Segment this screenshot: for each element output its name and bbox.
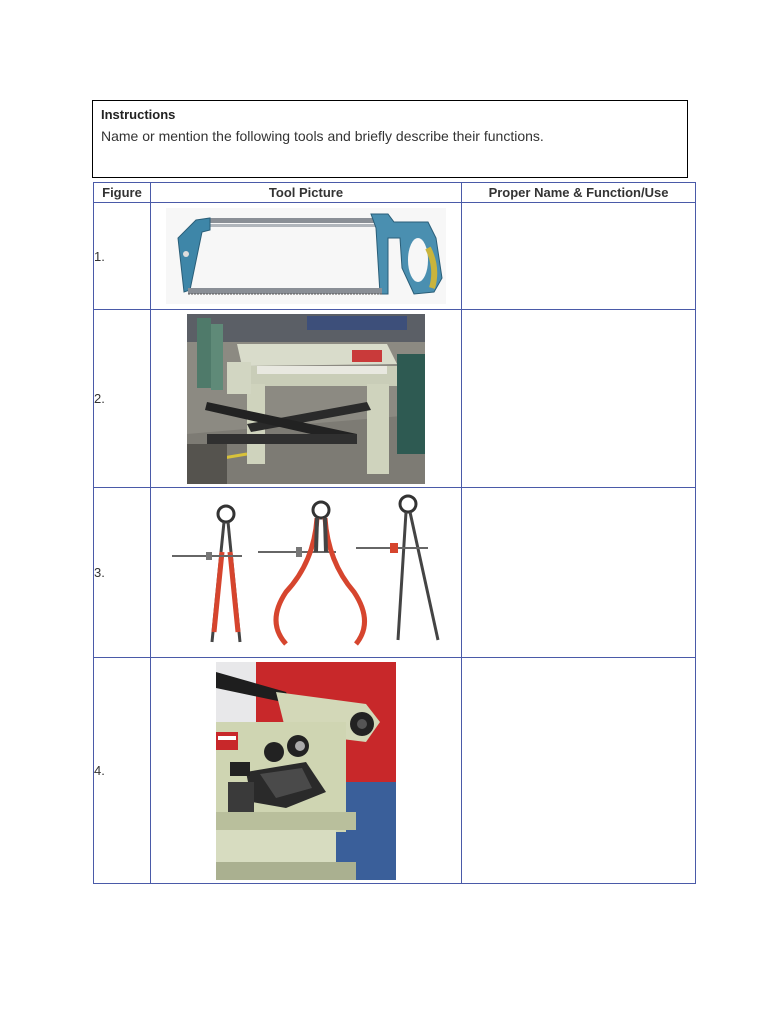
figure-number: 2.: [94, 310, 151, 488]
instructions-box: [92, 100, 688, 178]
instructions-title: Instructions: [101, 107, 176, 122]
hacksaw-image: [166, 208, 446, 304]
figure-number: 1.: [94, 203, 151, 310]
header-proper-name: Proper Name & Function/Use: [462, 183, 696, 203]
answer-cell[interactable]: [462, 203, 696, 310]
ironworker-machine-image: [216, 662, 396, 880]
tool-picture-cell: [151, 310, 462, 488]
tool-picture-cell: [151, 203, 462, 310]
table-row: [94, 658, 696, 884]
header-tool-picture: Tool Picture: [151, 183, 462, 203]
figure-number: 4.: [94, 658, 151, 884]
figure-number: 3.: [94, 488, 151, 658]
answer-cell[interactable]: [462, 310, 696, 488]
table-header-row: [94, 183, 696, 203]
table-row: [94, 488, 696, 658]
header-figure: Figure: [94, 183, 151, 203]
answer-cell[interactable]: [462, 488, 696, 658]
instructions-text: Name or mention the following tools and briefly describe their functions.: [101, 128, 544, 144]
answer-cell[interactable]: [462, 658, 696, 884]
tools-table: [93, 182, 696, 884]
calipers-dividers-image: [166, 492, 446, 654]
table-row: [94, 310, 696, 488]
tool-picture-cell: [151, 488, 462, 658]
table-row: [94, 203, 696, 310]
foot-shear-machine-image: [187, 314, 425, 484]
tool-picture-cell: [151, 658, 462, 884]
